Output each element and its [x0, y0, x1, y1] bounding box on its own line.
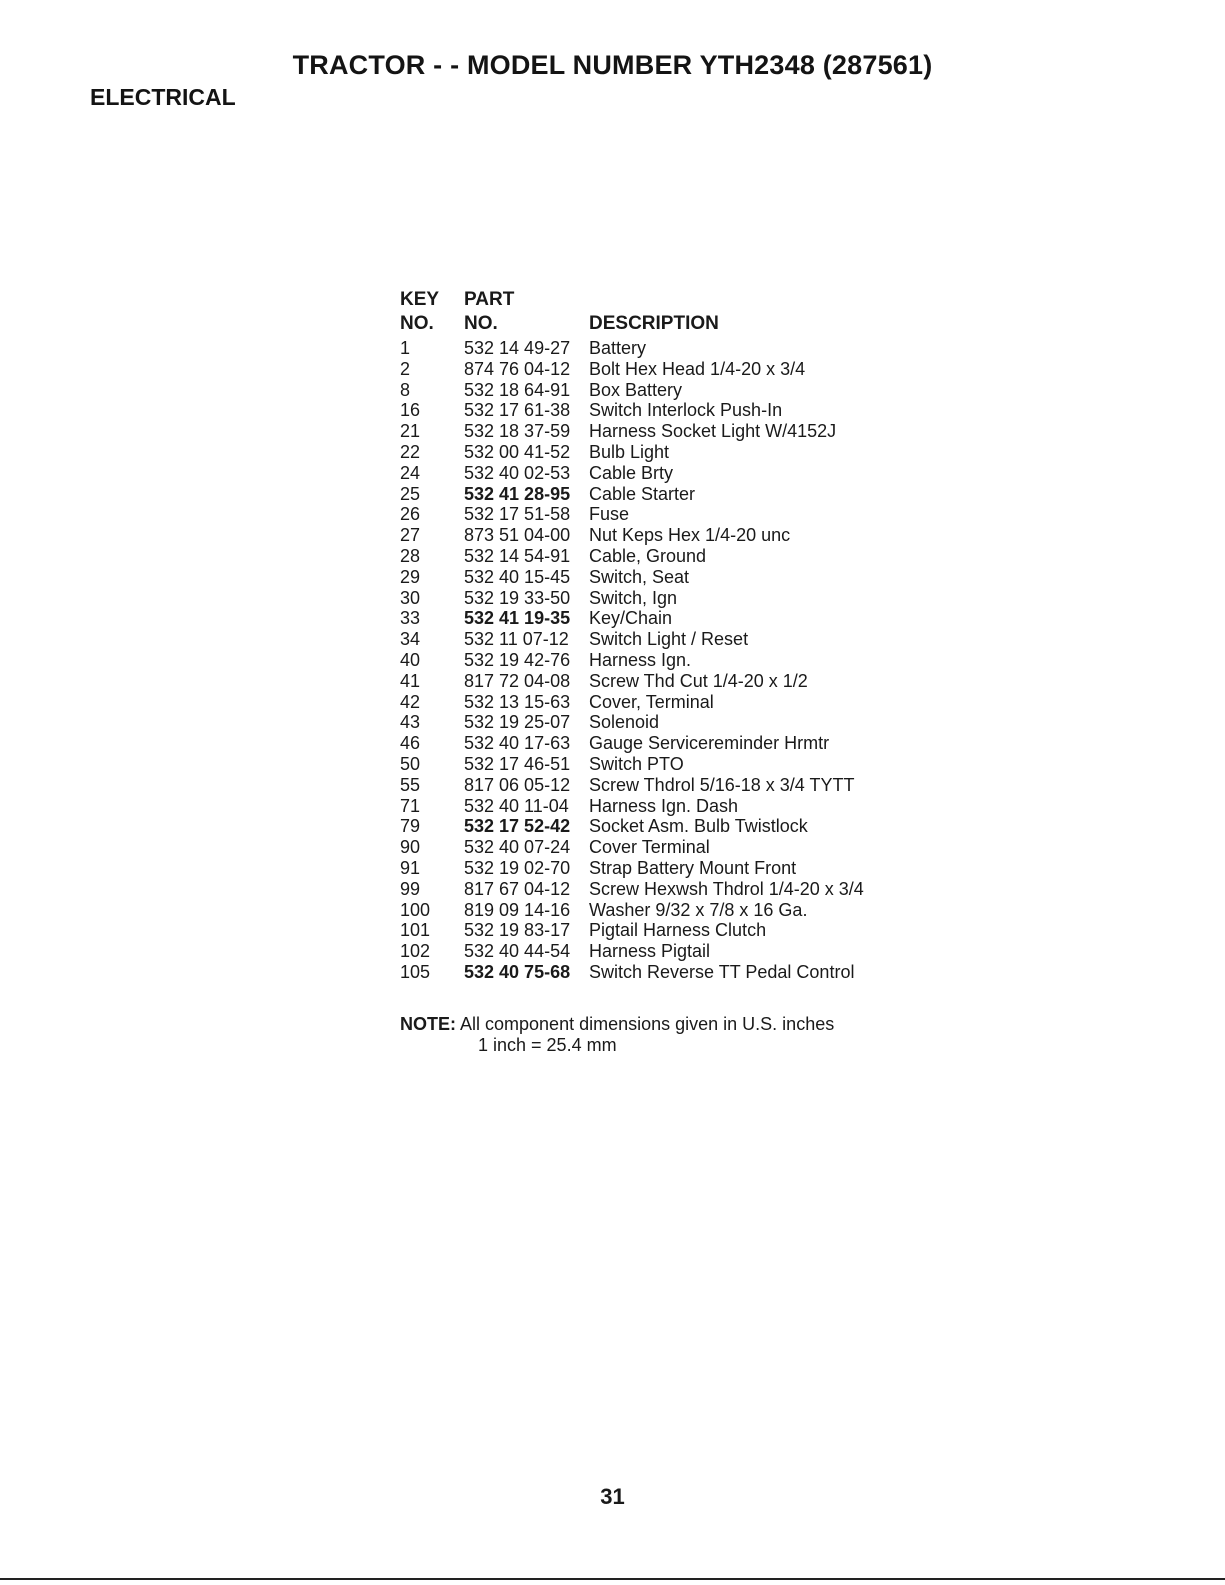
note-label: NOTE: [400, 1014, 456, 1034]
row-part-number: 532 18 64-91 [464, 379, 571, 400]
row-key: 22 [400, 441, 421, 462]
page-title: TRACTOR - - MODEL NUMBER YTH2348 (287561) [292, 50, 933, 80]
table-body [400, 338, 920, 983]
note-block [400, 1014, 834, 1056]
header-part: PART [464, 289, 515, 310]
table-row [400, 650, 920, 671]
row-description: Switch, Seat [589, 566, 690, 587]
table-row [400, 712, 920, 733]
row-part-number: 532 40 15-45 [464, 566, 571, 587]
row-key: 79 [400, 816, 421, 837]
row-part-number: 532 17 52-42 [464, 816, 571, 837]
row-part-number: 532 14 49-27 [464, 338, 571, 358]
row-part-number: 532 18 37-59 [464, 421, 571, 442]
table-row [400, 733, 920, 754]
row-key: 2 [400, 358, 411, 379]
row-part-number: 532 40 07-24 [464, 837, 571, 858]
row-key: 41 [400, 670, 421, 691]
row-description: Key/Chain [589, 608, 673, 629]
table-row [400, 775, 920, 796]
row-description: Solenoid [589, 712, 660, 733]
table-row [400, 442, 920, 463]
row-description: Cover Terminal [589, 837, 710, 858]
table-header-row-1 [400, 288, 920, 312]
row-description: Harness Pigtail [589, 941, 711, 962]
row-key: 21 [400, 421, 421, 442]
table-row [400, 900, 920, 921]
table-row [400, 796, 920, 817]
row-key: 24 [400, 462, 421, 483]
row-key: 1 [400, 338, 411, 358]
table-row [400, 504, 920, 525]
table-row [400, 858, 920, 879]
parts-table [400, 288, 920, 983]
row-part-number: 817 06 05-12 [464, 774, 571, 795]
row-key: 34 [400, 629, 421, 650]
row-part-number: 532 41 28-95 [464, 483, 571, 504]
table-row [400, 463, 920, 484]
row-part-number: 532 40 02-53 [464, 462, 571, 483]
row-description: Socket Asm. Bulb Twistlock [589, 816, 808, 837]
table-row [400, 338, 920, 359]
table-row [400, 671, 920, 692]
row-description: Bulb Light [589, 441, 670, 462]
row-description: Harness Socket Light W/4152J [589, 421, 837, 442]
row-description: Washer 9/32 x 7/8 x 16 Ga. [589, 899, 808, 920]
table-row [400, 400, 920, 421]
table-row [400, 941, 920, 962]
row-description: Cover, Terminal [589, 691, 714, 712]
header-description: DESCRIPTION [589, 313, 719, 334]
row-part-number: 532 13 15-63 [464, 691, 571, 712]
row-description: Harness Ign. Dash [589, 795, 739, 816]
row-key: 42 [400, 691, 421, 712]
row-part-number: 532 19 02-70 [464, 857, 571, 878]
row-description: Harness Ign. [589, 649, 692, 670]
header-key-no: NO. [400, 313, 434, 334]
row-key: 100 [400, 899, 431, 920]
row-part-number: 532 40 75-68 [464, 961, 571, 982]
row-key: 28 [400, 545, 421, 566]
row-key: 105 [400, 961, 431, 982]
row-key: 30 [400, 587, 421, 608]
row-part-number: 532 17 61-38 [464, 400, 571, 421]
row-key: 46 [400, 733, 421, 754]
row-key: 101 [400, 920, 431, 941]
row-description: Switch Light / Reset [589, 629, 749, 650]
row-part-number: 532 41 19-35 [464, 608, 571, 629]
table-row [400, 879, 920, 900]
table-row [400, 837, 920, 858]
table-row [400, 692, 920, 713]
row-key: 25 [400, 483, 421, 504]
table-row [400, 359, 920, 380]
row-part-number: 532 00 41-52 [464, 441, 571, 462]
row-description: Screw Hexwsh Thdrol 1/4-20 x 3/4 [589, 878, 864, 899]
section-heading: ELECTRICAL [90, 84, 236, 110]
row-key: 55 [400, 774, 421, 795]
row-description: Pigtail Harness Clutch [589, 920, 767, 941]
page-number: 31 [600, 1484, 625, 1509]
row-key: 102 [400, 941, 431, 962]
note-line-1: All component dimensions given in U.S. inches [460, 1014, 835, 1034]
row-key: 43 [400, 712, 421, 733]
header-key: KEY [400, 289, 440, 310]
row-key: 40 [400, 649, 421, 670]
row-part-number: 532 19 33-50 [464, 587, 571, 608]
row-part-number: 532 11 07-12 [464, 629, 569, 650]
row-part-number: 532 40 17-63 [464, 733, 571, 754]
row-key: 33 [400, 608, 421, 629]
note-line-2: 1 inch = 25.4 mm [478, 1035, 617, 1055]
table-row [400, 629, 920, 650]
row-description: Switch Interlock Push-In [589, 400, 783, 421]
table-row [400, 484, 920, 505]
bottom-rule [0, 1578, 1225, 1580]
row-key: 27 [400, 525, 421, 546]
table-row [400, 962, 920, 983]
row-part-number: 532 40 44-54 [464, 941, 571, 962]
row-part-number: 532 19 25-07 [464, 712, 571, 733]
row-key: 71 [400, 795, 421, 816]
row-key: 90 [400, 837, 421, 858]
row-key: 16 [400, 400, 421, 421]
row-description: Switch PTO [589, 753, 684, 774]
table-row [400, 816, 920, 837]
header-part-no: NO. [464, 313, 498, 334]
table-row [400, 546, 920, 567]
row-key: 99 [400, 878, 421, 899]
row-description: Strap Battery Mount Front [589, 857, 797, 878]
table-row [400, 754, 920, 775]
row-part-number: 532 40 11-04 [464, 795, 569, 816]
row-part-number: 532 14 54-91 [464, 545, 571, 566]
row-part-number: 532 17 46-51 [464, 753, 571, 774]
row-description: Bolt Hex Head 1/4-20 x 3/4 [589, 358, 806, 379]
row-key: 50 [400, 753, 421, 774]
row-key: 26 [400, 504, 421, 525]
row-description: Gauge Servicereminder Hrmtr [589, 733, 830, 754]
table-row [400, 525, 920, 546]
row-description: Battery [589, 338, 647, 358]
row-description: Switch, Ign [589, 587, 678, 608]
row-part-number: 532 17 51-58 [464, 504, 571, 525]
row-description: Screw Thdrol 5/16-18 x 3/4 TYTT [589, 774, 855, 795]
row-description: Switch Reverse TT Pedal Control [589, 961, 855, 982]
row-description: Fuse [589, 504, 630, 525]
table-header-row-2 [400, 312, 920, 336]
row-description: Cable, Ground [589, 545, 707, 566]
row-key: 91 [400, 857, 421, 878]
row-key: 8 [400, 379, 411, 400]
table-row [400, 588, 920, 609]
row-key: 29 [400, 566, 421, 587]
row-description: Box Battery [589, 379, 683, 400]
row-part-number: 873 51 04-00 [464, 525, 571, 546]
table-row [400, 380, 920, 401]
row-part-number: 532 19 83-17 [464, 920, 571, 941]
row-part-number: 874 76 04-12 [464, 358, 571, 379]
row-description: Screw Thd Cut 1/4-20 x 1/2 [589, 670, 808, 691]
table-row [400, 567, 920, 588]
row-description: Nut Keps Hex 1/4-20 unc [589, 525, 791, 546]
table-row [400, 421, 920, 442]
row-description: Cable Brty [589, 462, 674, 483]
table-row [400, 920, 920, 941]
row-part-number: 817 67 04-12 [464, 878, 571, 899]
row-description: Cable Starter [589, 483, 696, 504]
row-part-number: 817 72 04-08 [464, 670, 571, 691]
row-part-number: 532 19 42-76 [464, 649, 571, 670]
row-part-number: 819 09 14-16 [464, 899, 571, 920]
table-row [400, 608, 920, 629]
